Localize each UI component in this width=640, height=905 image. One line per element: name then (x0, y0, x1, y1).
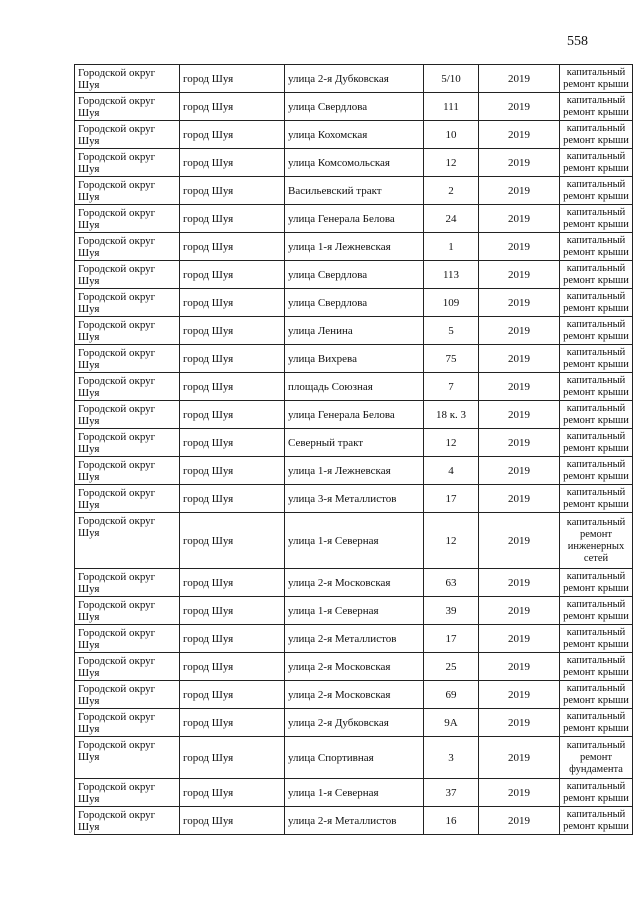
year-cell: 2019 (479, 401, 560, 429)
settlement-cell: город Шуя (180, 569, 285, 597)
settlement-cell: город Шуя (180, 429, 285, 457)
table-row (75, 625, 633, 653)
year-cell: 2019 (479, 65, 560, 93)
house-cell: 109 (424, 289, 479, 317)
year-cell: 2019 (479, 485, 560, 513)
street-cell: улица Кохомская (285, 121, 424, 149)
district-cell: Городской округ Шуя (75, 317, 180, 345)
work-type-cell: капитальный ремонт крыши (560, 401, 633, 429)
year-cell: 2019 (479, 779, 560, 807)
work-type-cell: капитальный ремонт крыши (560, 121, 633, 149)
work-type-cell: капитальный ремонт крыши (560, 261, 633, 289)
work-type-cell: капитальный ремонт фундамента (560, 737, 633, 779)
settlement-cell: город Шуя (180, 373, 285, 401)
street-cell: улица 2-я Дубковская (285, 65, 424, 93)
year-cell: 2019 (479, 737, 560, 779)
table-row (75, 177, 633, 205)
settlement-cell: город Шуя (180, 401, 285, 429)
settlement-cell: город Шуя (180, 457, 285, 485)
house-cell: 37 (424, 779, 479, 807)
work-type-cell: капитальный ремонт инженерных сетей (560, 513, 633, 569)
house-cell: 1 (424, 233, 479, 261)
house-cell: 12 (424, 513, 479, 569)
year-cell: 2019 (479, 597, 560, 625)
district-cell: Городской округ Шуя (75, 177, 180, 205)
table-row (75, 569, 633, 597)
street-cell: улица 2-я Московская (285, 653, 424, 681)
house-cell: 12 (424, 429, 479, 457)
district-cell: Городской округ Шуя (75, 597, 180, 625)
year-cell: 2019 (479, 177, 560, 205)
repair-table (74, 64, 633, 835)
street-cell: улица 3-я Металлистов (285, 485, 424, 513)
settlement-cell: город Шуя (180, 709, 285, 737)
house-cell: 24 (424, 205, 479, 233)
table-row (75, 205, 633, 233)
work-type-cell: капитальный ремонт крыши (560, 93, 633, 121)
district-cell: Городской округ Шуя (75, 653, 180, 681)
year-cell: 2019 (479, 261, 560, 289)
district-cell: Городской округ Шуя (75, 569, 180, 597)
district-cell: Городской округ Шуя (75, 625, 180, 653)
district-cell: Городской округ Шуя (75, 401, 180, 429)
year-cell: 2019 (479, 149, 560, 177)
work-type-cell: капитальный ремонт крыши (560, 373, 633, 401)
district-cell: Городской округ Шуя (75, 457, 180, 485)
table-row (75, 779, 633, 807)
table-row (75, 709, 633, 737)
table-row (75, 457, 633, 485)
street-cell: улица 2-я Московская (285, 681, 424, 709)
settlement-cell: город Шуя (180, 205, 285, 233)
work-type-cell: капитальный ремонт крыши (560, 65, 633, 93)
district-cell: Городской округ Шуя (75, 233, 180, 261)
table-row (75, 317, 633, 345)
year-cell: 2019 (479, 569, 560, 597)
district-cell: Городской округ Шуя (75, 93, 180, 121)
settlement-cell: город Шуя (180, 779, 285, 807)
street-cell: улица Ленина (285, 317, 424, 345)
year-cell: 2019 (479, 289, 560, 317)
work-type-cell: капитальный ремонт крыши (560, 289, 633, 317)
work-type-cell: капитальный ремонт крыши (560, 345, 633, 373)
work-type-cell: капитальный ремонт крыши (560, 597, 633, 625)
work-type-cell: капитальный ремонт крыши (560, 807, 633, 835)
house-cell: 4 (424, 457, 479, 485)
year-cell: 2019 (479, 709, 560, 737)
table-row (75, 681, 633, 709)
street-cell: площадь Союзная (285, 373, 424, 401)
work-type-cell: капитальный ремонт крыши (560, 177, 633, 205)
house-cell: 9А (424, 709, 479, 737)
house-cell: 17 (424, 485, 479, 513)
house-cell: 16 (424, 807, 479, 835)
street-cell: улица Комсомольская (285, 149, 424, 177)
house-cell: 69 (424, 681, 479, 709)
house-cell: 12 (424, 149, 479, 177)
work-type-cell: капитальный ремонт крыши (560, 653, 633, 681)
table-row (75, 401, 633, 429)
settlement-cell: город Шуя (180, 289, 285, 317)
page-number: 558 (567, 34, 588, 49)
district-cell: Городской округ Шуя (75, 513, 180, 569)
street-cell: улица 1-я Северная (285, 513, 424, 569)
district-cell: Городской округ Шуя (75, 779, 180, 807)
table-row (75, 65, 633, 93)
house-cell: 75 (424, 345, 479, 373)
settlement-cell: город Шуя (180, 65, 285, 93)
district-cell: Городской округ Шуя (75, 261, 180, 289)
house-cell: 17 (424, 625, 479, 653)
district-cell: Городской округ Шуя (75, 205, 180, 233)
house-cell: 2 (424, 177, 479, 205)
street-cell: улица 2-я Дубковская (285, 709, 424, 737)
house-cell: 7 (424, 373, 479, 401)
settlement-cell: город Шуя (180, 317, 285, 345)
street-cell: улица 2-я Московская (285, 569, 424, 597)
house-cell: 25 (424, 653, 479, 681)
table-row (75, 93, 633, 121)
street-cell: улица 1-я Лежневская (285, 233, 424, 261)
settlement-cell: город Шуя (180, 807, 285, 835)
street-cell: улица 1-я Лежневская (285, 457, 424, 485)
street-cell: улица Вихрева (285, 345, 424, 373)
work-type-cell: капитальный ремонт крыши (560, 317, 633, 345)
table-row (75, 121, 633, 149)
settlement-cell: город Шуя (180, 93, 285, 121)
work-type-cell: капитальный ремонт крыши (560, 709, 633, 737)
table-row (75, 233, 633, 261)
year-cell: 2019 (479, 317, 560, 345)
street-cell: улица Генерала Белова (285, 401, 424, 429)
house-cell: 5 (424, 317, 479, 345)
house-cell: 10 (424, 121, 479, 149)
work-type-cell: капитальный ремонт крыши (560, 485, 633, 513)
table-row (75, 807, 633, 835)
district-cell: Городской округ Шуя (75, 429, 180, 457)
house-cell: 18 к. 3 (424, 401, 479, 429)
year-cell: 2019 (479, 429, 560, 457)
district-cell: Городской округ Шуя (75, 807, 180, 835)
table-row (75, 261, 633, 289)
year-cell: 2019 (479, 373, 560, 401)
settlement-cell: город Шуя (180, 149, 285, 177)
street-cell: улица Генерала Белова (285, 205, 424, 233)
settlement-cell: город Шуя (180, 345, 285, 373)
street-cell: улица Свердлова (285, 261, 424, 289)
table-row (75, 513, 633, 569)
district-cell: Городской округ Шуя (75, 681, 180, 709)
work-type-cell: капитальный ремонт крыши (560, 149, 633, 177)
year-cell: 2019 (479, 93, 560, 121)
district-cell: Городской округ Шуя (75, 345, 180, 373)
table-row (75, 653, 633, 681)
district-cell: Городской округ Шуя (75, 289, 180, 317)
year-cell: 2019 (479, 205, 560, 233)
settlement-cell: город Шуя (180, 121, 285, 149)
table-row (75, 149, 633, 177)
district-cell: Городской округ Шуя (75, 149, 180, 177)
house-cell: 63 (424, 569, 479, 597)
year-cell: 2019 (479, 345, 560, 373)
work-type-cell: капитальный ремонт крыши (560, 429, 633, 457)
settlement-cell: город Шуя (180, 737, 285, 779)
district-cell: Городской округ Шуя (75, 373, 180, 401)
work-type-cell: капитальный ремонт крыши (560, 233, 633, 261)
settlement-cell: город Шуя (180, 177, 285, 205)
settlement-cell: город Шуя (180, 513, 285, 569)
district-cell: Городской округ Шуя (75, 737, 180, 779)
year-cell: 2019 (479, 121, 560, 149)
house-cell: 5/10 (424, 65, 479, 93)
street-cell: улица Свердлова (285, 289, 424, 317)
settlement-cell: город Шуя (180, 625, 285, 653)
street-cell: улица 2-я Металлистов (285, 807, 424, 835)
street-cell: Васильевский тракт (285, 177, 424, 205)
house-cell: 111 (424, 93, 479, 121)
year-cell: 2019 (479, 233, 560, 261)
street-cell: улица 1-я Северная (285, 597, 424, 625)
settlement-cell: город Шуя (180, 485, 285, 513)
house-cell: 3 (424, 737, 479, 779)
work-type-cell: капитальный ремонт крыши (560, 205, 633, 233)
work-type-cell: капитальный ремонт крыши (560, 625, 633, 653)
street-cell: улица Свердлова (285, 93, 424, 121)
work-type-cell: капитальный ремонт крыши (560, 569, 633, 597)
work-type-cell: капитальный ремонт крыши (560, 681, 633, 709)
year-cell: 2019 (479, 653, 560, 681)
house-cell: 39 (424, 597, 479, 625)
table-row (75, 737, 633, 779)
district-cell: Городской округ Шуя (75, 65, 180, 93)
table-row (75, 345, 633, 373)
settlement-cell: город Шуя (180, 597, 285, 625)
table-row (75, 485, 633, 513)
street-cell: улица 2-я Металлистов (285, 625, 424, 653)
district-cell: Городской округ Шуя (75, 709, 180, 737)
street-cell: улица 1-я Северная (285, 779, 424, 807)
year-cell: 2019 (479, 681, 560, 709)
year-cell: 2019 (479, 625, 560, 653)
work-type-cell: капитальный ремонт крыши (560, 457, 633, 485)
settlement-cell: город Шуя (180, 233, 285, 261)
table-row (75, 597, 633, 625)
district-cell: Городской округ Шуя (75, 485, 180, 513)
table-row (75, 373, 633, 401)
district-cell: Городской округ Шуя (75, 121, 180, 149)
street-cell: улица Спортивная (285, 737, 424, 779)
table-row (75, 429, 633, 457)
year-cell: 2019 (479, 457, 560, 485)
year-cell: 2019 (479, 513, 560, 569)
settlement-cell: город Шуя (180, 261, 285, 289)
street-cell: Северный тракт (285, 429, 424, 457)
year-cell: 2019 (479, 807, 560, 835)
house-cell: 113 (424, 261, 479, 289)
settlement-cell: город Шуя (180, 681, 285, 709)
work-type-cell: капитальный ремонт крыши (560, 779, 633, 807)
table-row (75, 289, 633, 317)
settlement-cell: город Шуя (180, 653, 285, 681)
